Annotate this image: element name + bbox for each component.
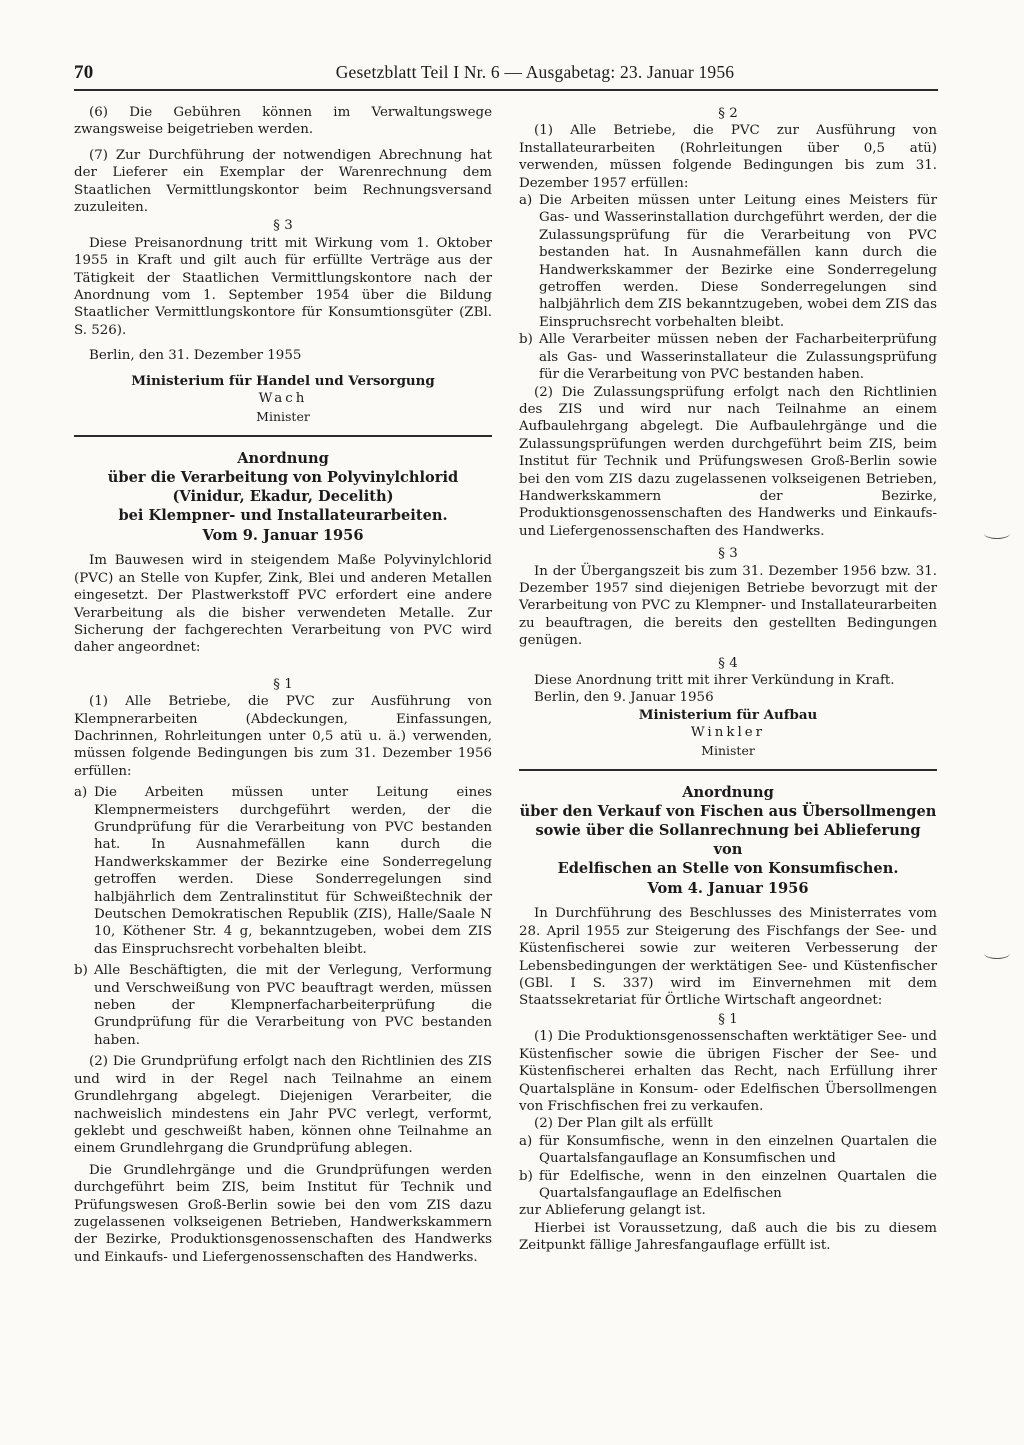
ministry-name: Ministerium für Handel und Versorgung [131,372,435,389]
ordinance-title-line: bei Klempner- und Installateurarbeiten. [118,506,448,524]
place-date: Berlin, den 9. Januar 1956 [534,690,714,706]
list-item-a [74,784,492,958]
section-1-paragraph-1: (1) Alle Betriebe, die PVC zur Ausführung von Klempnerarbeiten (Abdeckungen, Einfassungen, Dachrinnen, Rohrleitungen unter 0,5 atü u. ä.) verwenden, müssen folgende Bedingungen bis zum 31. Dezember 1956 erfüllen: [74,694,492,779]
section-1-paragraph-3: Hierbei ist Voraussetzung, daß auch die bis zu diesem Zeitpunkt fällige Jahresfangauflage erfüllt ist. [519,1220,937,1254]
list-item-b [74,962,492,1049]
section-3-heading: § 3 [718,546,738,562]
ordinance-title [74,449,492,525]
preamble: Im Bauwesen wird in steigendem Maße Polyvinylchlorid (PVC) an Stelle von Kupfer, Zink, Blei und anderen Metallen eingesetzt. Der Plastwerkstoff PVC erfordert eine andere Verarbeitung als die bisher verwendeten Metalle. Zur Sicherung der fachgerechten Verarbeitung von PVC wird daher angeordnet: [74,553,492,656]
signer-title: Minister [256,408,310,424]
page-number: 70 [74,62,94,83]
section-3-text: In der Übergangszeit bis zum 31. Dezember 1956 bzw. 31. Dezember 1957 sind diejenigen Betriebe bevorzugt mit der Verarbeitung von PVC zu Klempner- und Installateurarbeiten zu beauftragen, die bereits den gestellten Bedingungen genügen. [519,563,937,649]
section-1-paragraph-2: (2) Die Grundprüfung erfolgt nach den Richtlinien des ZIS und wird in der Regel nach Teilnahme an einem Grundlehrgang abgelegt. Diejenigen Verarbeiter, die nachweislich mindestens ein Jahr PVC verlegt, verformt, geklebt und geschweißt haben, können ohne Teilnahme an einem Grundlehrgang die Grundprüfung ablegen. [74,1054,492,1157]
section-divider [519,769,937,771]
ordinance-title-line: über den Verkauf von Fischen aus Übersollmengen [519,803,937,821]
header-rule [74,89,938,91]
ordinance-title-line: Anordnung [682,784,774,802]
section-3-text: Diese Preisanordnung tritt mit Wirkung vom 1. Oktober 1955 in Kraft und gilt auch für erfüllte Verträge aus der Tätigkeit der Staatlichen Vermittlungskontore nach der Anordnung vom 1. September 1954 über die Bildung Staatlicher Vermittlungskontore für Konsumtionsgüter (ZBl. S. 526). [74,235,492,338]
section-4-heading: § 4 [718,655,738,671]
section-1-paragraph-1: (1) Die Produktionsgenossenschaften werktätiger See- und Küstenfischer sowie die übrigen Fischer der See- und Küstenfischerei erhalten das Recht, nach Erfüllung ihrer Quartalspläne in Konsum- oder Edelfischen Übersollmengen von Frischfischen frei zu verkaufen. [519,1029,937,1114]
section-4-text: Diese Anordnung tritt mit ihrer Verkündung in Kraft. [534,673,895,688]
section-2-paragraph-2: (2) Die Zulassungsprüfung erfolgt nach den Richtlinien des ZIS und wird nur nach Teilnahme an einem Aufbaulehrgang abgelegt. Die Aufbaulehrgänge und die Zulassungsprüfungen werden durchgeführt beim ZIS, beim Institut für Technik und Prüfungswesen Groß-Berlin sowie bei den vom ZIS dazu zugelassenen volkseigenen Betrieben, Handwerkskammern der Bezirke, Produktionsgenossenschaften des Handwerks und Einkaufs- und Liefergenossenschaften des Handwerks. [519,384,937,539]
section-1-heading: § 1 [273,676,293,692]
section-2-paragraph-1: (1) Alle Betriebe, die PVC zur Ausführung von Installateurarbeiten (Rohrleitungen über 0,5 atü) verwenden, müssen folgende Bedingungen bis zum 31. Dezember 1957 erfüllen: [519,123,937,191]
list-text: für Edelfische, wenn in den einzelnen Quartalen die Quartalsfangauflage an Edelfischen [539,1168,937,1201]
ordinance-title-line: Anordnung [237,449,329,467]
list-item-a [519,1133,937,1168]
list-label: a) [519,193,533,209]
section-2-heading: § 2 [718,106,738,121]
margin-mark [984,948,1010,959]
left-column [74,104,492,1266]
ordinance-date: Vom 9. Januar 1956 [202,526,364,544]
ordinance-title [519,783,937,878]
list-label: b) [519,1168,533,1184]
signer-name: Winkler [690,725,766,741]
list-text: Die Arbeiten müssen unter Leitung eines Klempnermeisters durchgeführt werden, der die Grundprüfung für die Verarbeitung von PVC bestanden hat. In Ausnahmefällen kann durch die Handwerkskammer der Bezirke eine Sonderregelung getroffen werden. Diese Sonderregelungen sind halbjährlich dem Zentralinstitut für Schweißtechnik der Deutschen Demokratischen Republik (ZIS), Halle/Saale N 10, Köthener Str. 4 g, bekanntzugeben, wobei dem ZIS das Einspruchsrecht vorbehalten bleibt. [94,785,492,957]
section-3-heading: § 3 [273,218,293,234]
list-label: b) [519,332,533,348]
right-column [519,104,937,1255]
page-header [74,62,938,84]
section-divider [74,435,492,437]
list-label: b) [74,963,88,979]
preamble: In Durchführung des Beschlusses des Ministerrates vom 28. April 1955 zur Steigerung des Fischfangs der See- und Küstenfischerei sowie zur weiteren Verbesserung der Lebensbedingungen der werktätigen See- und Küstenfischer (GBl. I S. 337) wird im Einvernehmen mit dem Staatssekretariat für Örtliche Wirtschaft angeordnet: [519,906,937,1009]
ordinance-title-line: sowie über die Sollanrechnung bei Ablieferung von [535,822,921,859]
ordinance-title-line: Edelfischen an Stelle von Konsumfischen. [557,860,899,878]
signer-name: Wach [258,391,308,407]
list-text: Alle Beschäftigten, die mit der Verlegung, Verformung und Verschweißung von PVC beauftragt werden, müssen neben der Klempnerfacharbeiterprüfung die Grundprüfung für die Verarbeitung von PVC bestanden haben. [94,963,492,1048]
list-item-b [519,1168,937,1203]
section-1-after-list: zur Ablieferung gelangt ist. [519,1203,706,1219]
ordinance-title-line: (Vinidur, Ekadur, Decelith) [172,487,394,505]
list-text: Die Arbeiten müssen unter Leitung eines Meisters für Gas- und Wasserinstallation durchgeführt werden, der die Zulassungsprüfung für die Verarbeitung von PVC bestanden hat. In Ausnahmefällen kann durch die Handwerkskammer der Bezirke eine Sonderregelung getroffen werden. Diese Sonderregelungen sind halbjährlich dem ZIS bekanntzugeben, wobei dem ZIS das Einspruchsrecht vorbehalten bleibt. [539,193,937,330]
list-text: Alle Verarbeiter müssen neben der Facharbeiterprüfung als Gas- und Wasserinstallateur die Zulassungsprüfung für die Verarbeitung von PVC bestanden haben. [539,332,937,383]
ministry-name: Ministerium für Aufbau [638,706,818,723]
ordinance-title-line: über die Verarbeitung von Polyvinylchlorid [107,468,459,486]
section-1-paragraph-3: Die Grundlehrgänge und die Grundprüfungen werden durchgeführt beim ZIS, beim Institut für Technik und Prüfungswesen Groß-Berlin sowie bei den vom ZIS dazu zugelassenen volkseigenen Betrieben, Handwerkskammern der Bezirke, Produktionsgenossenschaften des Handwerks und Einkaufs- und Liefergenossenschaften des Handwerks. [74,1162,492,1265]
gazette-title: Gesetzblatt Teil I Nr. 6 — Ausgabetag: 23. Januar 1956 [335,62,735,82]
list-label: a) [74,785,88,801]
list-text: für Konsumfische, wenn in den einzelnen Quartalen die Quartalsfangauflage an Konsumfischen und [539,1133,937,1167]
place-date: Berlin, den 31. Dezember 1955 [89,348,302,364]
signer-title: Minister [701,742,755,758]
section-1-heading: § 1 [718,1011,738,1027]
paragraph-6: (6) Die Gebühren können im Verwaltungswege zwangsweise beigetrieben werden. [74,105,492,138]
section-1-paragraph-2: (2) Der Plan gilt als erfüllt [534,1116,713,1132]
list-item-b [519,331,937,383]
list-item-a [519,192,937,331]
paragraph-7: (7) Zur Durchführung der notwendigen Abrechnung hat der Lieferer ein Exemplar der Warenrechnung dem Staatlichen Vermittlungskontor beim Rechnungsversand zuzuleiten. [74,147,492,216]
margin-mark [984,528,1010,539]
ordinance-date: Vom 4. Januar 1956 [647,880,809,898]
list-label: a) [519,1133,533,1149]
